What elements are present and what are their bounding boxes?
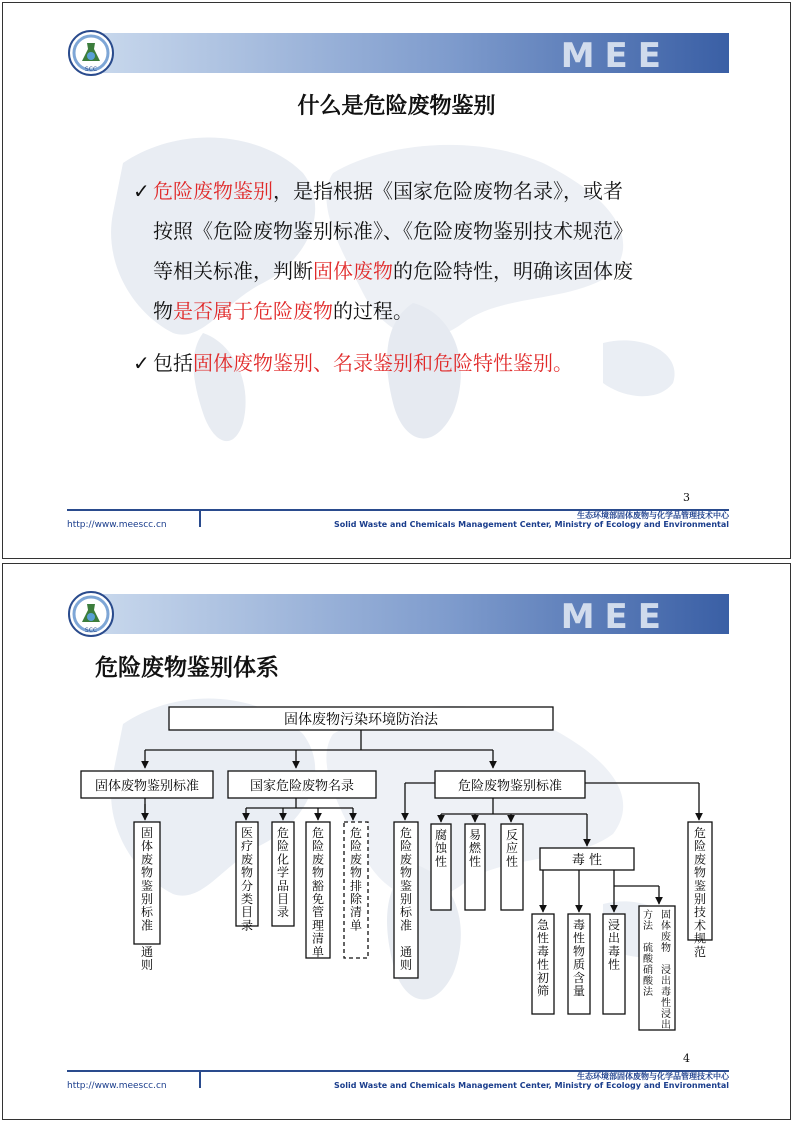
svg-text:废: 废 [311,852,325,867]
node-technical-spec [688,822,712,959]
bullet-text: 的危险特性，明确该固体废 [393,259,633,283]
svg-text:免: 免 [311,892,325,906]
svg-text:急: 急 [536,918,550,932]
svg-text:酸: 酸 [643,976,653,987]
slide-page-4 [2,563,791,1120]
svg-text:方: 方 [643,910,653,921]
header-banner [103,33,729,76]
svg-text:别: 别 [399,892,413,906]
svg-text:酸: 酸 [643,954,653,965]
svg-text:法: 法 [643,987,653,998]
svg-text:燃: 燃 [468,841,482,856]
bullet-text: 物 [153,299,173,323]
svg-text:物: 物 [399,865,413,880]
check-icon: ✓ [133,179,150,203]
svg-text:品: 品 [276,878,290,893]
svg-text:除: 除 [349,892,363,906]
svg-text:理: 理 [311,918,325,933]
footer-org-en: Solid Waste and Chemicals Management Center, Ministry of Ecology and Environmental [334,1081,729,1090]
svg-text:通: 通 [140,944,154,959]
svg-text:别: 别 [140,892,154,906]
term-whether-hazardous: 是否属于危险废物 [173,299,333,323]
node-flammability [465,824,485,910]
svg-text:鉴: 鉴 [399,878,413,893]
term-hazardous-waste-identification: 危险废物鉴别 [153,179,273,203]
svg-text:毒: 毒 [572,918,586,932]
svg-text:准: 准 [140,918,154,933]
footer-divider [199,509,201,527]
svg-text:量: 量 [572,984,586,998]
bullet-text: 的过程。 [333,299,413,323]
svg-text:废: 废 [399,852,413,867]
svg-text:物: 物 [572,944,586,959]
svg-text:毒: 毒 [661,987,671,998]
svg-text:浸: 浸 [661,1009,671,1020]
svg-text:通: 通 [399,944,413,959]
svg-text:固体废物鉴别标准: 固体废物鉴别标准 [94,779,200,794]
node-exclusion-list [344,822,368,958]
svg-text:则: 则 [140,958,154,972]
svg-text:毒: 毒 [607,944,621,959]
svg-text:质: 质 [572,957,586,972]
term-solid-waste: 固体废物 [313,259,393,283]
svg-text:医: 医 [240,826,254,840]
svg-text:毒: 毒 [536,944,550,959]
svg-text:险: 险 [693,839,707,854]
svg-text:废: 废 [140,852,154,867]
term-three-identifications: 固体废物鉴别、名录鉴别和危险特性鉴别。 [193,351,573,375]
svg-text:疗: 疗 [240,839,254,854]
svg-text:录: 录 [276,905,290,920]
svg-text:化: 化 [276,852,290,867]
svg-text:性: 性 [468,854,482,869]
svg-text:体: 体 [661,921,671,932]
svg-text:险: 险 [349,839,363,854]
svg-text:单: 单 [311,944,325,959]
svg-text:浸: 浸 [661,965,671,976]
svg-text:性: 性 [434,854,448,869]
svg-text:废: 废 [693,852,707,867]
node-root [169,707,553,730]
svg-text:出: 出 [661,976,671,987]
svg-text:学: 学 [276,865,290,880]
footer-org-en: Solid Waste and Chemicals Management Center, Ministry of Ecology and Environmental [334,520,729,529]
svg-text:性: 性 [536,957,550,972]
svg-text:硫: 硫 [643,943,653,954]
svg-text:准: 准 [399,918,413,933]
bullet-text: 按照《危险废物鉴别标准》、《危险废物鉴别技术规范》 [153,219,633,243]
svg-text:固: 固 [140,826,154,840]
bullet-includes [133,343,723,383]
node-hazardous-general [394,822,418,978]
svg-text:毒 性: 毒 性 [571,853,603,868]
svg-text:危: 危 [693,826,707,840]
svg-text:法: 法 [643,921,653,932]
node-national-catalog [228,771,376,798]
node-exemption-list [306,822,330,959]
check-icon: ✓ [133,351,150,375]
svg-text:废: 废 [240,852,254,867]
svg-text:出: 出 [661,1020,671,1031]
node-toxic-content [568,914,590,1014]
svg-text:类: 类 [240,892,254,906]
node-toxicity [540,848,634,870]
svg-text:物: 物 [693,865,707,880]
svg-text:蚀: 蚀 [434,841,448,856]
svg-text:出: 出 [607,931,621,946]
svg-text:性: 性 [661,998,671,1009]
svg-text:易: 易 [468,828,482,842]
node-hazardous-standard [435,771,585,798]
page-number: 3 [683,491,690,504]
footer-divider [199,1070,201,1088]
footer-url-link[interactable]: http://www.meescc.cn [67,520,167,530]
slide-title: 什么是危险废物鉴别 [297,94,496,119]
svg-text:SCC: SCC [84,66,98,73]
svg-text:清: 清 [311,931,325,946]
svg-text:清: 清 [349,905,363,920]
svg-text:性: 性 [536,931,550,946]
vertical-nodes [134,822,712,1031]
footer-org-cn: 生态环境部固体废物与化学品管理技术中心 [577,1072,729,1081]
svg-text:目: 目 [240,905,254,920]
svg-text:豁: 豁 [311,878,325,893]
svg-text:国家危险废物名录: 国家危险废物名录 [249,779,355,794]
svg-text:废: 废 [349,852,363,867]
svg-text:SCC: SCC [84,627,98,634]
slide-title: 危险废物鉴别体系 [95,655,279,681]
bullet-text: 等相关标准，判断 [153,259,313,283]
svg-text:范: 范 [693,944,707,959]
bullet-definition [133,171,723,331]
svg-text:危: 危 [311,826,325,840]
svg-text:排: 排 [349,878,363,893]
svg-text:固: 固 [661,910,671,921]
svg-text:险: 险 [276,839,290,854]
svg-text:别: 别 [693,892,707,906]
svg-text:分: 分 [240,878,254,893]
svg-text:物: 物 [311,865,325,880]
svg-text:应: 应 [505,841,519,856]
svg-text:险: 险 [311,839,325,854]
svg-text:危: 危 [349,826,363,840]
svg-text:术: 术 [693,918,707,933]
svg-text:初: 初 [536,970,550,985]
identification-system-diagram [3,564,790,1119]
node-solid-waste-standard [81,771,213,798]
svg-text:浸: 浸 [607,918,621,932]
svg-text:反: 反 [505,828,519,842]
svg-text:鉴: 鉴 [693,878,707,893]
scc-logo-icon [67,29,115,77]
node-leaching-method [639,906,675,1031]
bullet-text: ，是指根据《国家危险废物名录》，或者 [273,179,623,203]
svg-text:物: 物 [140,865,154,880]
svg-text:则: 则 [399,958,413,972]
svg-text:物: 物 [661,943,671,954]
svg-text:性: 性 [572,931,586,946]
svg-text:硝: 硝 [643,965,653,976]
svg-text:性: 性 [505,854,519,869]
mee-brand: MEE [560,36,671,76]
svg-text:物: 物 [349,865,363,880]
footer-org-cn: 生态环境部固体废物与化学品管理技术中心 [577,511,729,520]
bullet-text: 包括 [153,351,193,375]
svg-text:筛: 筛 [536,984,550,998]
svg-text:管: 管 [311,905,325,920]
footer-url-link[interactable]: http://www.meescc.cn [67,1081,167,1091]
node-reactivity [501,824,523,910]
slide-body [133,171,723,383]
svg-text:鉴: 鉴 [140,878,154,893]
svg-text:标: 标 [140,905,154,920]
svg-text:危: 危 [276,826,290,840]
svg-text:体: 体 [140,839,154,854]
node-hazardous-chemicals [272,822,294,926]
node-corrosivity [431,824,451,910]
svg-text:单: 单 [349,918,363,933]
svg-text:物: 物 [240,865,254,880]
svg-text:含: 含 [572,970,586,985]
svg-text:固体废物污染环境防治法: 固体废物污染环境防治法 [284,712,438,728]
node-leaching-toxicity [603,914,625,1014]
slide-page-3 [2,2,791,559]
svg-text:技: 技 [693,905,707,920]
svg-text:腐: 腐 [434,828,448,842]
svg-text:险: 险 [399,839,413,854]
page-number: 4 [683,1052,690,1065]
node-acute-toxicity [532,914,554,1014]
svg-text:规: 规 [693,931,707,946]
mee-brand: MEE [560,597,671,637]
svg-text:废: 废 [661,932,671,943]
node-solid-waste-general [134,822,160,972]
svg-text:标: 标 [399,905,413,920]
node-medical-waste-catalog [236,822,258,932]
connector-lines [145,730,699,912]
svg-text:危: 危 [399,826,413,840]
svg-text:录: 录 [240,918,254,933]
svg-text:目: 目 [276,892,290,906]
svg-text:性: 性 [607,957,621,972]
svg-text:危险废物鉴别标准: 危险废物鉴别标准 [457,779,563,794]
